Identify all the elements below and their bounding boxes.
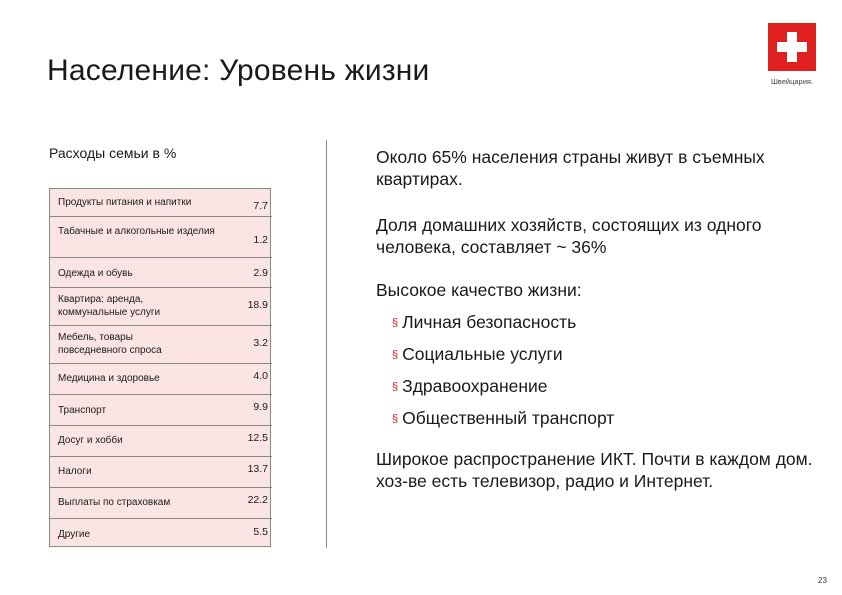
table-row	[50, 394, 272, 425]
table-row	[50, 189, 272, 216]
page-number: 23	[818, 576, 827, 585]
table-row	[50, 216, 272, 257]
table-row	[50, 518, 272, 548]
list-item	[392, 311, 576, 334]
logo-caption: Швейцария.	[770, 77, 814, 86]
page-title: Население: Уровень жизни	[47, 54, 430, 87]
paragraph-ict: Широкое распространение ИКТ. Почти в каждом дом. хоз-ве есть телевизор, радио и Интернет.	[376, 449, 813, 491]
row-value: 5.5	[253, 526, 268, 538]
expenses-table	[49, 188, 271, 547]
row-label: Мебель, товары повседневного спроса	[58, 332, 162, 356]
bullet-text: Личная безопасность	[402, 312, 577, 332]
row-label: Табачные и алкогольные изделия	[58, 226, 215, 237]
paragraph-quality-heading: Высокое качество жизни:	[376, 280, 582, 300]
paragraph-households: Доля домашних хозяйств, состоящих из одного человека, составляет ~ 36%	[376, 215, 762, 257]
row-value: 13.7	[247, 463, 268, 475]
row-label: Медицина и здоровье	[58, 373, 160, 384]
paragraph-rentals: Около 65% населения страны живут в съемных квартирах.	[376, 147, 765, 189]
bullet-icon: §	[392, 413, 399, 425]
row-label: Налоги	[58, 466, 92, 477]
row-label: Выплаты по страховкам	[58, 497, 171, 508]
vertical-divider	[326, 140, 327, 548]
table-row	[50, 456, 272, 487]
row-value: 1.2	[253, 234, 268, 246]
row-label: Одежда и обувь	[58, 268, 133, 279]
bullet-icon: §	[392, 381, 399, 393]
list-item	[392, 407, 614, 430]
row-value: 12.5	[247, 432, 268, 444]
table-heading: Расходы семьи в %	[49, 145, 177, 161]
row-label: Продукты питания и напитки	[58, 197, 192, 208]
row-value: 22.2	[247, 494, 268, 506]
row-label: Квартира: аренда, коммунальные услуги	[58, 294, 161, 318]
row-value: 4.0	[253, 370, 268, 382]
table-row	[50, 325, 272, 363]
row-label: Другие	[58, 529, 91, 540]
bullet-text: Социальные услуги	[402, 344, 563, 364]
bullet-icon: §	[392, 317, 399, 329]
swiss-logo	[768, 23, 816, 91]
row-label: Досуг и хобби	[58, 435, 123, 446]
bullet-text: Общественный транспорт	[402, 408, 615, 428]
list-item	[392, 343, 563, 366]
bullet-icon: §	[392, 349, 399, 361]
table-row	[50, 363, 272, 394]
list-item	[392, 375, 548, 398]
row-label: Транспорт	[58, 405, 107, 416]
table-row	[50, 487, 272, 518]
swiss-cross-icon	[768, 23, 816, 71]
table-row	[50, 425, 272, 456]
row-value: 7.7	[253, 200, 268, 212]
bullet-text: Здравоохранение	[402, 376, 548, 396]
table-row	[50, 287, 272, 325]
row-value: 18.9	[247, 299, 268, 311]
row-value: 9.9	[253, 401, 268, 413]
row-value: 3.2	[253, 337, 268, 349]
table-row	[50, 257, 272, 287]
row-value: 2.9	[253, 267, 268, 279]
